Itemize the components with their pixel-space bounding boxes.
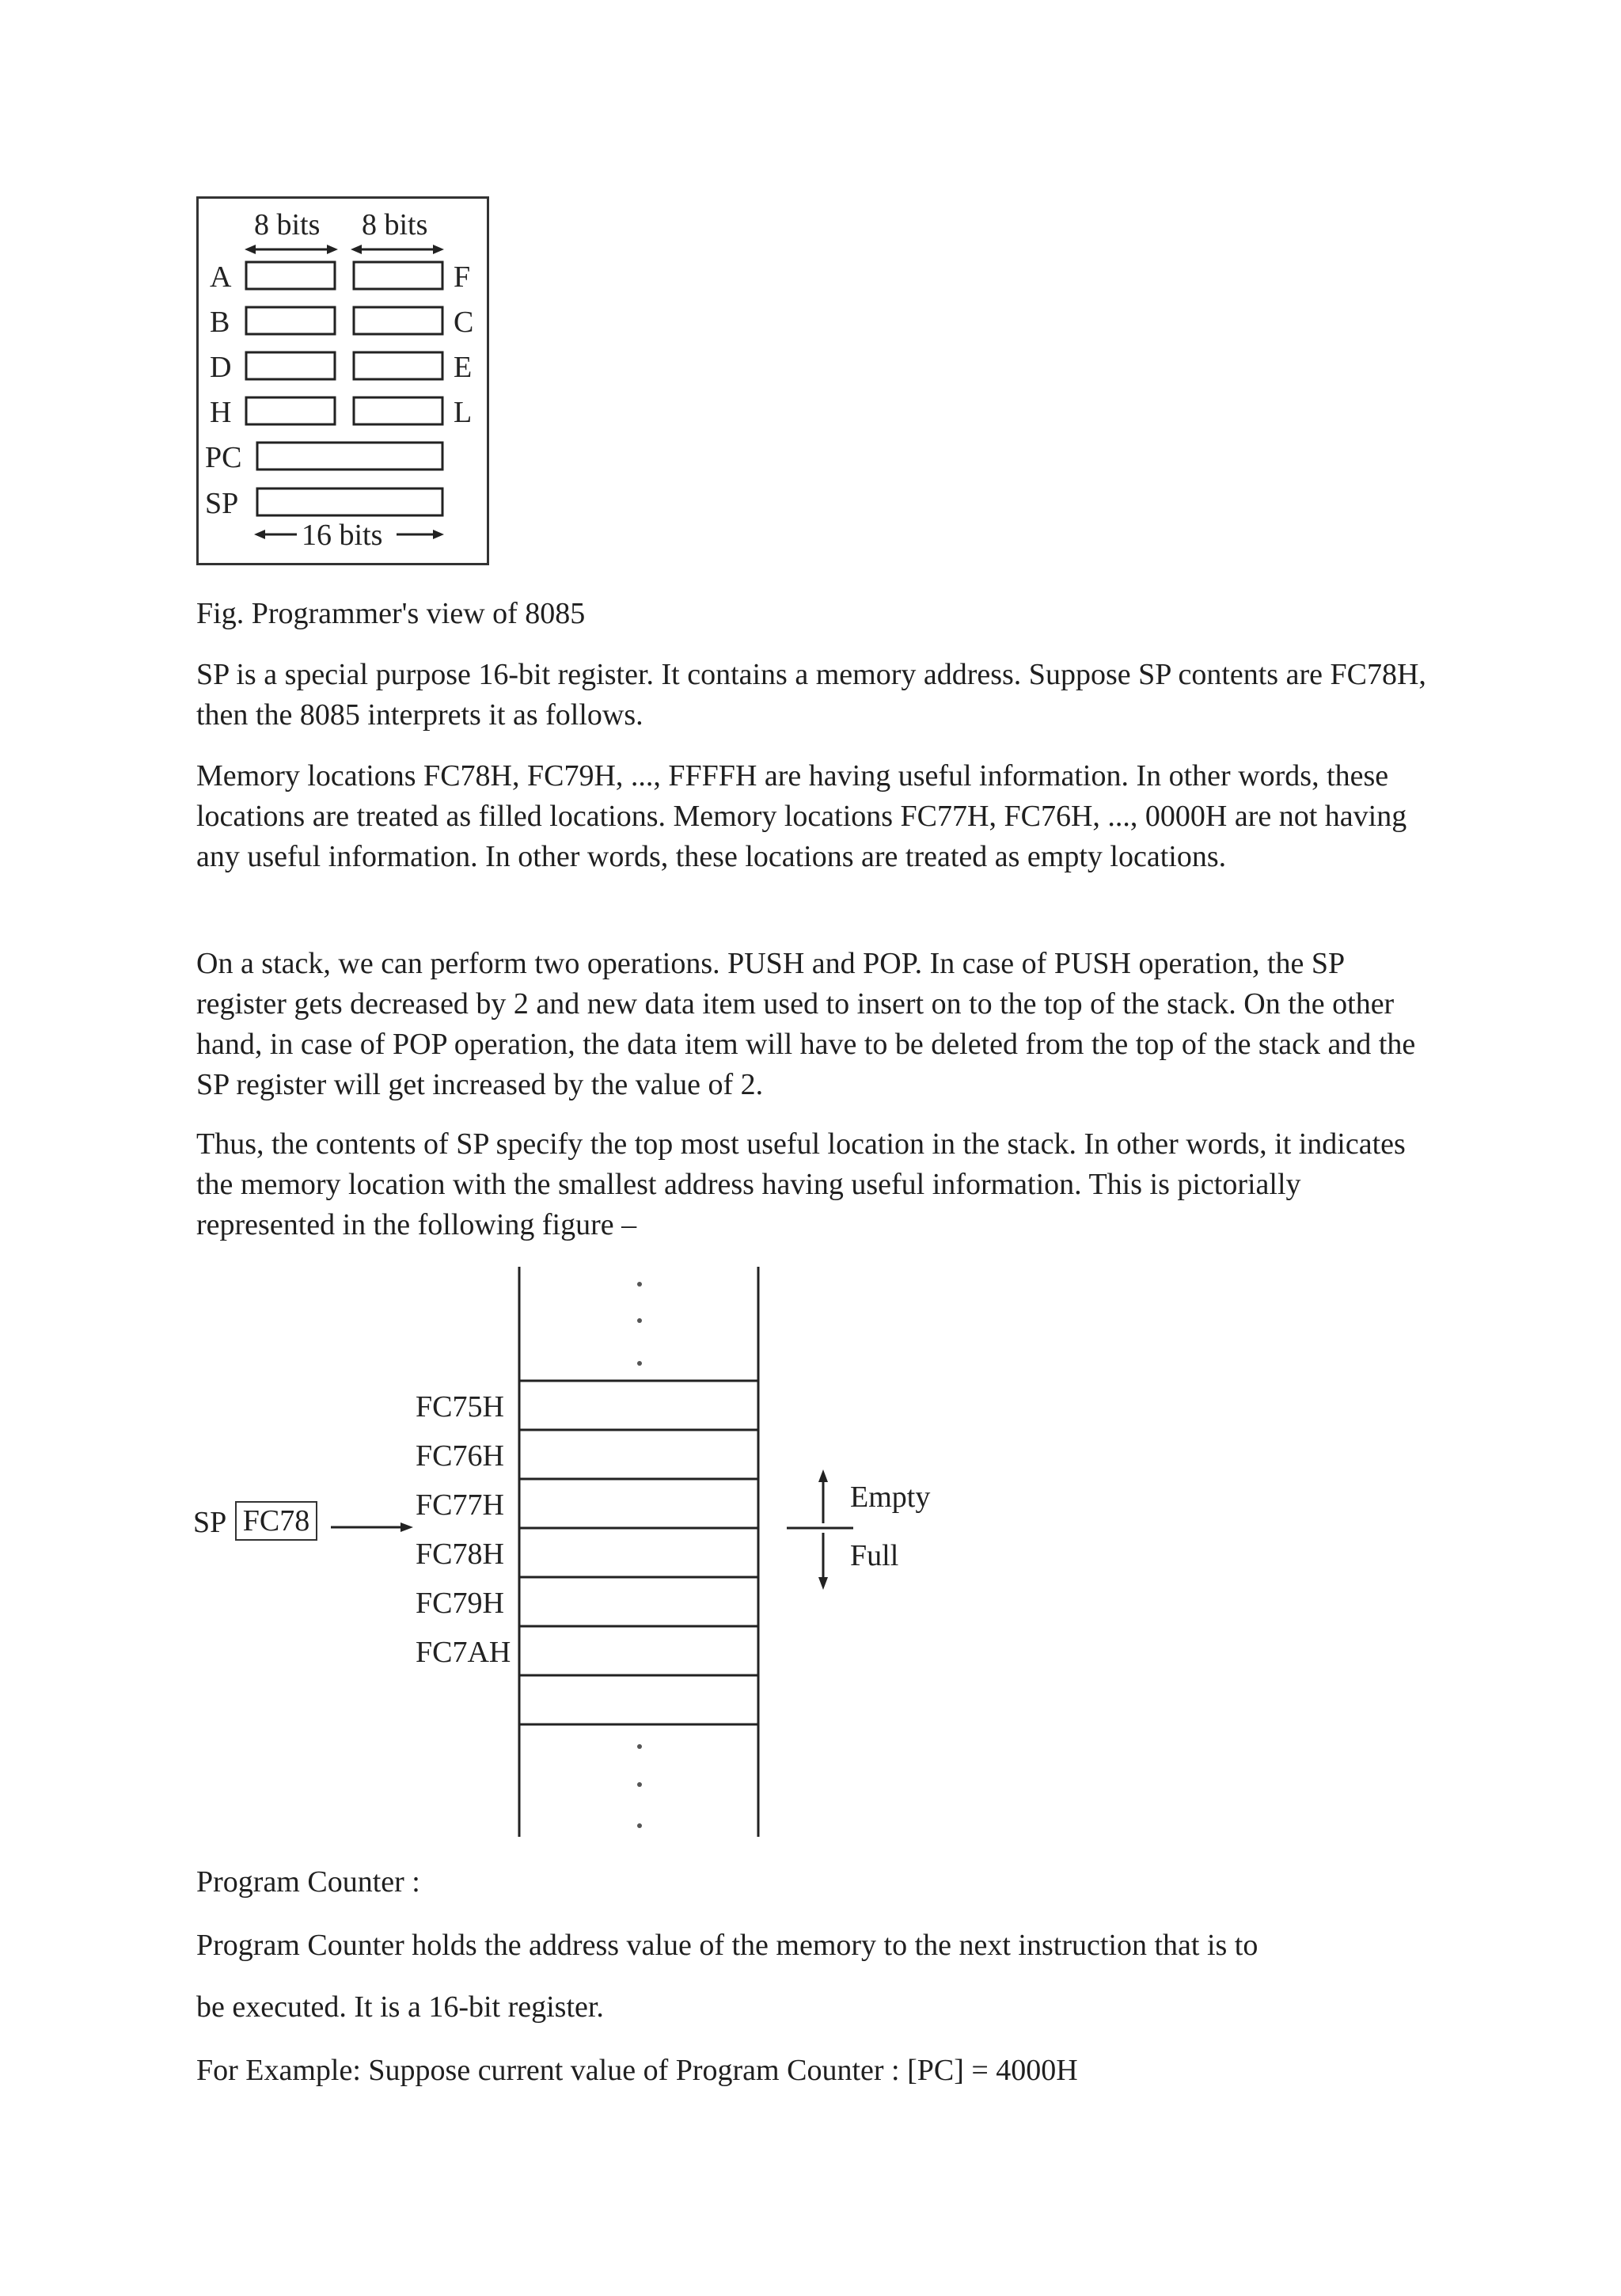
program-counter-line-2: be executed. It is a 16-bit register. (196, 1990, 604, 2024)
paragraph-sp-intro: SP is a special purpose 16-bit register. It contains a memory address. Suppose SP contents are FC78H, then the 8085 interprets it as follows. (196, 658, 1426, 732)
register-diagram (196, 196, 489, 565)
figure-caption: Fig. Programmer's view of 8085 (196, 597, 586, 630)
program-counter-example: For Example: Suppose current value of Program Counter : [PC] = 4000H (196, 2054, 1078, 2087)
stack-sp-label: SP (193, 1506, 227, 1539)
register-h-label: H (210, 396, 232, 429)
register-l-label: L (454, 396, 473, 429)
stack-sp-value-box: FC78 (235, 1501, 317, 1541)
program-counter-line-1: Program Counter holds the address value of the memory to the next instruction that is to (196, 1929, 1258, 1962)
register-c-label: C (454, 306, 474, 339)
register-f-label: F (454, 260, 471, 294)
stack-address: FC75H (416, 1390, 504, 1424)
stack-address: FC76H (416, 1439, 504, 1473)
program-counter-heading: Program Counter : (196, 1865, 420, 1899)
stack-address: FC78H (416, 1538, 504, 1571)
register-pc-label: PC (205, 441, 242, 474)
register-d-label: D (210, 351, 232, 384)
paragraph-memory-locations: Memory locations FC78H, FC79H, ..., FFFFH are having useful information. In other words, these locations are treated as filled locations. Memory locations FC77H, FC76H, ..., 0000H are not having any useful information. In other words, these locations are treated as empty locations. (196, 759, 1407, 873)
bits-label-right: 8 bits (362, 208, 428, 241)
register-a-label: A (210, 260, 232, 294)
bits-label-left: 8 bits (254, 208, 321, 241)
sixteen-bits-label: 16 bits (302, 519, 383, 552)
register-b-label: B (210, 306, 230, 339)
register-diagram-graphics (199, 199, 492, 568)
paragraph-sp-top: Thus, the contents of SP specify the top most useful location in the stack. In other words, it indicates the memory location with the smallest address having useful information. This is pictorially represented in the following figure – (196, 1127, 1406, 1241)
empty-direction-label: Empty (850, 1481, 931, 1514)
stack-address: FC77H (416, 1488, 504, 1522)
paragraph-stack-operations: On a stack, we can perform two operations. PUSH and POP. In case of PUSH operation, the SP register gets decreased by 2 and new data item used to insert on to the top of the stack. On the other hand, in case of POP operation, the data item will have to be deleted from the top of the stack and the SP register will get increased by the value of 2. (196, 947, 1416, 1101)
stack-address: FC7AH (416, 1636, 511, 1669)
stack-address: FC79H (416, 1587, 504, 1620)
stack-diagram (190, 1267, 981, 1845)
register-sp-label: SP (205, 487, 239, 520)
register-e-label: E (454, 351, 473, 384)
full-direction-label: Full (850, 1539, 899, 1572)
